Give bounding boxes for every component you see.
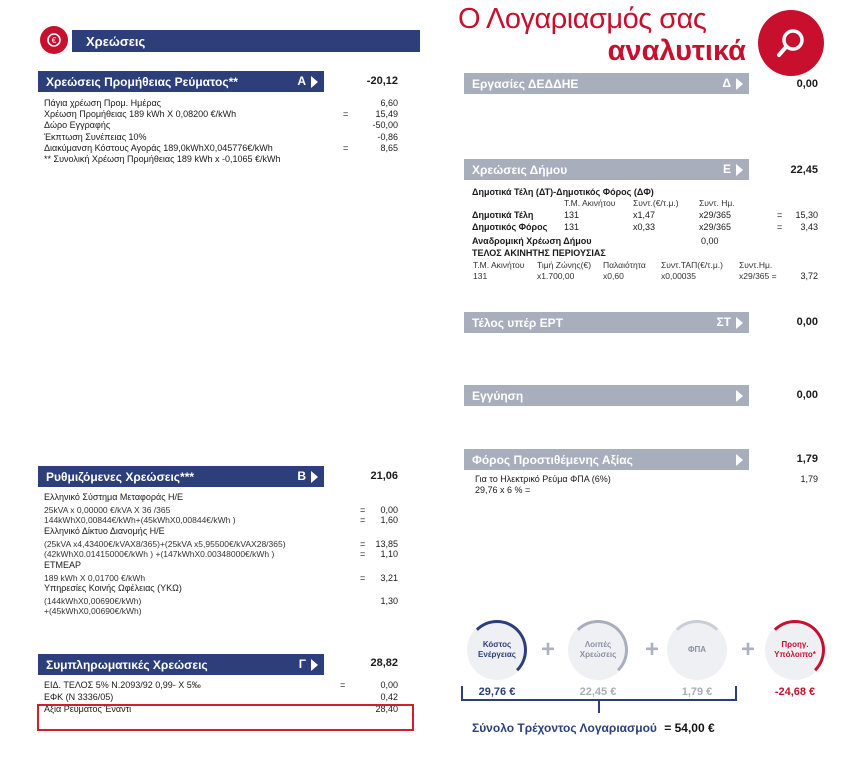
section-st-bar: Τέλος υπέρ ΕΡΤ ΣΤ — [464, 312, 749, 333]
charge-line-label: Χρέωση Προμήθειας 189 kWh X 0,08200 €/kWh — [44, 109, 237, 120]
charge-line-label: (42kWhX0.01415000€/kWh ) +(147kWhX0.00348000€/kWh ) — [44, 549, 275, 559]
charge-line-label: ΕΦΚ (Ν 3336/05) — [44, 692, 114, 702]
charge-line-label: (25kVA x4,43400€/kVAX8/365)+(25kVA x5,95500€/kVAX28/365) — [44, 539, 286, 549]
page-title: Ο Λογαριασμός σας αναλυτικά — [458, 3, 746, 67]
municipal-row-tm: 131 — [564, 210, 580, 220]
municipal-row-rate: x0,33 — [633, 222, 656, 232]
section-a-bar: Χρεώσεις Προμήθειας Ρεύματος** A — [38, 71, 324, 92]
guarantee-bar: Εγγύηση — [464, 385, 749, 406]
e-retro-label: Αναδρομική Χρέωση Δήμου — [472, 236, 592, 246]
vat-line-value: 1,79 — [800, 474, 818, 484]
tap-col-value: 131 — [473, 271, 488, 281]
tap-col-value: x1.700,00 — [537, 271, 575, 281]
bracket-stem — [598, 701, 600, 713]
arrow-right-icon — [736, 164, 743, 176]
arrow-right-icon — [736, 390, 743, 402]
charge-line-value: -0,86 — [377, 131, 398, 142]
charge-line-label: 25kVA x 0,00000 €/kVA X 36 /365 — [44, 505, 171, 515]
charge-line-label: Ελληνικό Δίκτυο Διανομής Η/Ε — [44, 526, 165, 536]
previous-balance-value: -24,68 € — [774, 686, 816, 698]
section-title: Χρεώσεις — [86, 33, 146, 49]
e-col-head: Συντ. Ημ. — [699, 198, 735, 208]
other-charges-circle: Λοιπές Χρεώσεις — [568, 620, 628, 680]
previous-balance-circle: Προηγ. Υπόλοιπο* — [765, 620, 825, 680]
section-a-total: -20,12 — [366, 75, 398, 87]
charge-line-value: 1,30 — [380, 596, 398, 606]
highlight-box — [37, 704, 414, 731]
section-g-bar: Συμπληρωματικές Χρεώσεις Γ — [38, 654, 324, 675]
charge-line-value: 13,85 — [375, 539, 398, 549]
municipal-row-label: Δημοτικά Τέλη — [472, 210, 534, 220]
charge-line-value: 1,10 — [380, 549, 398, 559]
grand-total: Σύνολο Τρέχοντος Λογαριασμού = 54,00 € — [472, 721, 715, 735]
tap-col-head: Τ.Μ. Ακινήτου — [473, 260, 525, 270]
tap-col-value: x0,00035 — [661, 271, 696, 281]
charge-line-value: 3,21 — [380, 573, 398, 583]
charge-line-eq: = — [360, 505, 366, 515]
section-e-total: 22,45 — [790, 164, 818, 176]
vat-calc: 29,76 x 6 % = — [475, 485, 531, 495]
tap-col-head: Συντ.Ημ. — [739, 260, 773, 270]
energy-cost-value: 29,76 € — [478, 686, 516, 698]
charge-line-label: Έκπτωση Συνέπειας 10% — [44, 131, 147, 142]
charge-line-value: 1,60 — [380, 515, 398, 525]
vat-line: Για το Ηλεκτρικό Ρεύμα ΦΠΑ (6%) — [475, 474, 611, 484]
municipal-row-eq: = — [777, 210, 783, 220]
charge-line-label: ΕΤΜΕΑΡ — [44, 560, 82, 570]
bracket — [461, 686, 737, 701]
charge-line-value: 8,65 — [380, 142, 398, 153]
arrow-right-icon — [311, 76, 318, 88]
municipal-row-days: x29/365 — [699, 210, 732, 220]
municipal-row-tm: 131 — [564, 222, 580, 232]
section-e-bar: Χρεώσεις Δήμου E — [464, 159, 749, 180]
charge-line-eq: = — [360, 515, 366, 525]
arrow-right-icon — [736, 454, 743, 466]
charge-line-label: Αξία Ρεύματος Έναντι — [44, 704, 132, 714]
tap-col-head: Παλαιότητα — [603, 260, 646, 270]
arrow-right-icon — [736, 317, 743, 329]
charge-line-eq: = — [360, 539, 366, 549]
vat-circle: ΦΠΑ — [667, 620, 727, 680]
arrow-right-icon — [311, 659, 318, 671]
tap-col-value: x29/365 = — [739, 271, 777, 281]
vat-total: 1,79 — [796, 453, 818, 465]
vat-value: 1,79 € — [681, 686, 713, 698]
plus-sign: + — [645, 636, 660, 663]
charge-line-label: (144kWhX0,00690€/kWh) — [44, 596, 142, 606]
energy-cost-circle: Κόστος Ενέργειας — [467, 620, 527, 680]
other-charges-value: 22,45 € — [579, 686, 617, 698]
section-g-total: 28,82 — [370, 657, 398, 669]
charge-line-eq: = — [340, 680, 346, 690]
section-icon — [40, 26, 68, 54]
section-d-total: 0,00 — [796, 78, 818, 90]
section-b-bar: Ρυθμιζόμενες Χρεώσεις*** B — [38, 466, 324, 487]
charge-line-label: ΕΙΔ. ΤΕΛΟΣ 5% Ν.2093/92 0,99- X 5‰ — [44, 680, 201, 690]
e-sub-title: Δημοτικά Τέλη (ΔΤ)-Δημοτικός Φόρος (ΔΦ) — [472, 187, 654, 197]
municipal-row-rate: x1,47 — [633, 210, 656, 220]
e-col-head: Τ.Μ. Ακινήτου — [564, 198, 616, 208]
charge-line-value: 15,49 — [375, 109, 398, 120]
arrow-right-icon — [736, 78, 743, 90]
e-tap-title: ΤΕΛΟΣ ΑΚΙΝΗΤΗΣ ΠΕΡΙΟΥΣΙΑΣ — [472, 248, 606, 258]
charge-line-label: 144kWhX0,00844€/kWh+(45kWhX0,00844€/kWh ) — [44, 515, 236, 525]
charge-line-eq: = — [360, 549, 366, 559]
tap-col-value: x0,60 — [603, 271, 624, 281]
charge-line-label: +(45kWhX0,00690€/kWh) — [44, 606, 142, 616]
charge-line-label: Πάγια χρέωση Προμ. Ημέρας — [44, 98, 162, 108]
charge-line-label: ** Συνολική Χρέωση Προμήθειας 189 kWh x -0,1065 €/kWh — [44, 154, 281, 164]
charge-line-label: Υπηρεσίες Κοινής Ωφέλειας (ΥΚΩ) — [44, 583, 182, 593]
charge-line-value: -50,00 — [372, 120, 398, 131]
svg-text:€: € — [51, 36, 57, 45]
charge-line-value: 28,40 — [375, 704, 398, 714]
plus-sign: + — [541, 636, 556, 663]
arrow-right-icon — [311, 471, 318, 483]
charge-line-label: Διακύμανση Κόστους Αγοράς 189,0kWhX0,045776€/kWh — [44, 142, 273, 153]
charge-line-eq: = — [360, 573, 366, 583]
municipal-row-eq: = — [777, 222, 783, 232]
section-d-bar: Εργασίες ΔΕΔΔΗΕ Δ — [464, 73, 749, 94]
tap-col-head: Συντ.ΤΑΠ(€/τ.μ.) — [661, 260, 723, 270]
tap-col-head: Τιμή Ζώνης(€) — [537, 260, 592, 270]
e-tap-total: 3,72 — [800, 271, 818, 281]
section-header-bar — [72, 30, 420, 52]
charge-line-value: 6,60 — [380, 98, 398, 108]
plus-sign: + — [741, 636, 756, 663]
municipal-row-value: 3,43 — [800, 222, 818, 232]
municipal-row-label: Δημοτικός Φόρος — [472, 222, 548, 232]
magnifier-icon — [758, 10, 824, 76]
guarantee-total: 0,00 — [796, 389, 818, 401]
charge-line-value: 0,00 — [380, 680, 398, 690]
charge-line-label: Δώρο Εγγραφής — [44, 120, 111, 131]
charge-line-eq: = — [343, 142, 349, 153]
section-b-total: 21,06 — [370, 470, 398, 482]
municipal-row-days: x29/365 — [699, 222, 732, 232]
section-st-total: 0,00 — [796, 316, 818, 328]
charge-line-value: 0,00 — [380, 505, 398, 515]
e-col-head: Συντ.(€/τ.μ.) — [633, 198, 679, 208]
e-retro-value: 0,00 — [701, 236, 719, 246]
charge-line-label: 189 kWh X 0,01700 €/kWh — [44, 573, 146, 583]
charge-line-label: Ελληνικό Σύστημα Μεταφοράς Η/Ε — [44, 492, 184, 502]
municipal-row-value: 15,30 — [795, 210, 818, 220]
charge-line-eq: = — [343, 109, 349, 120]
vat-bar: Φόρος Προστιθέμενης Αξίας — [464, 449, 749, 470]
charge-line-value: 0,42 — [380, 692, 398, 702]
